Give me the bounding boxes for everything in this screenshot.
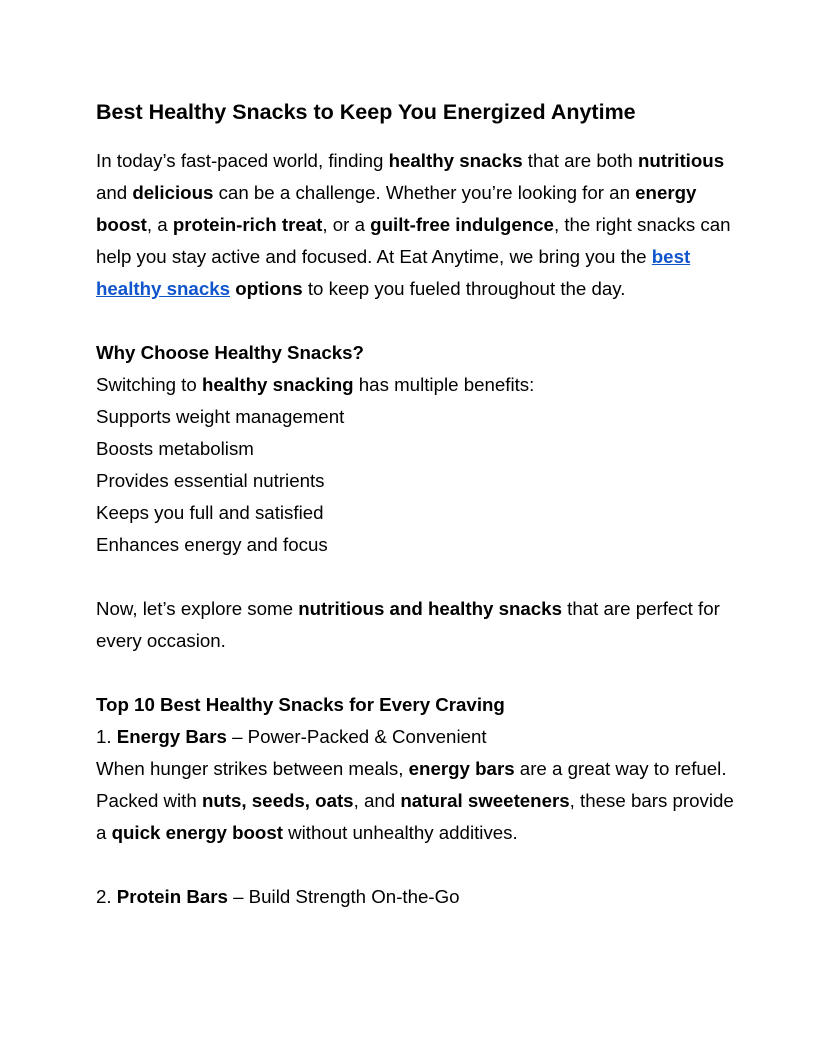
- intro-bold: energy boost: [96, 182, 697, 235]
- spacer: [96, 657, 736, 689]
- intro-text: , or a: [322, 214, 371, 235]
- item-desc-bold: nuts, seeds, oats: [201, 790, 354, 811]
- intro-paragraph: [96, 145, 736, 305]
- item-desc-bold: natural sweeteners: [400, 790, 570, 811]
- why-lead: [96, 369, 736, 401]
- document-content: [96, 95, 736, 913]
- intro-bold: options: [230, 278, 303, 299]
- explore-bold: nutritious and healthy snacks: [298, 598, 562, 619]
- item-number: 2.: [96, 886, 117, 907]
- benefit-item: Keeps you full and satisfied: [96, 502, 324, 523]
- best-healthy-snacks-link[interactable]: best healthy snacks: [96, 246, 691, 299]
- item-desc-bold: quick energy boost: [111, 822, 283, 843]
- item-desc-text: When hunger strikes between meals,: [96, 758, 409, 779]
- spacer: [96, 305, 736, 337]
- item-2-heading: [96, 881, 736, 913]
- explore-text: Now, let’s explore some: [96, 598, 299, 619]
- intro-text: can be a challenge. Whether you’re looking for an: [213, 182, 636, 203]
- intro-text: , a: [146, 214, 173, 235]
- why-heading: Why Choose Healthy Snacks?: [96, 342, 364, 363]
- intro-bold: protein-rich treat: [172, 214, 323, 235]
- intro-bold: healthy snacks: [388, 150, 523, 171]
- spacer: [96, 561, 736, 593]
- intro-bold: guilt-free indulgence: [370, 214, 554, 235]
- why-lead-text: Switching to: [96, 374, 202, 395]
- intro-text: that are both: [522, 150, 638, 171]
- benefit-item: Supports weight management: [96, 406, 345, 427]
- intro-bold: delicious: [132, 182, 214, 203]
- intro-text: and: [96, 182, 133, 203]
- item-desc-text: are a great way to refuel. Packed with: [96, 758, 727, 811]
- intro-text: , the right snacks can help you stay active and focused. At Eat Anytime, we bring you the: [96, 214, 731, 267]
- top10-heading: Top 10 Best Healthy Snacks for Every Craving: [96, 694, 505, 715]
- benefit-item: Enhances energy and focus: [96, 534, 328, 555]
- item-name: Protein Bars: [116, 886, 228, 907]
- benefit-item: Boosts metabolism: [96, 438, 254, 459]
- explore-text: that are perfect for every occasion.: [96, 598, 720, 651]
- item-desc-text: , these bars provide a: [96, 790, 734, 843]
- explore-paragraph: [96, 593, 736, 657]
- item-desc-text: , and: [353, 790, 401, 811]
- item-desc-text: without unhealthy additives.: [282, 822, 518, 843]
- page-title: Best Healthy Snacks to Keep You Energized Anytime: [96, 100, 636, 124]
- why-lead-bold: healthy snacking: [201, 374, 354, 395]
- spacer: [96, 849, 736, 881]
- intro-text: In today’s fast-paced world, finding: [96, 150, 389, 171]
- benefit-item: Provides essential nutrients: [96, 470, 325, 491]
- why-lead-text: has multiple benefits:: [353, 374, 535, 395]
- intro-text: to keep you fueled throughout the day.: [302, 278, 626, 299]
- item-1-heading: [96, 721, 736, 753]
- intro-bold: nutritious: [637, 150, 725, 171]
- item-1-description: [96, 753, 736, 849]
- item-number: 1.: [96, 726, 117, 747]
- item-tagline: – Power-Packed & Convenient: [226, 726, 487, 747]
- item-name: Energy Bars: [116, 726, 227, 747]
- item-tagline: – Build Strength On-the-Go: [227, 886, 460, 907]
- item-desc-bold: energy bars: [408, 758, 515, 779]
